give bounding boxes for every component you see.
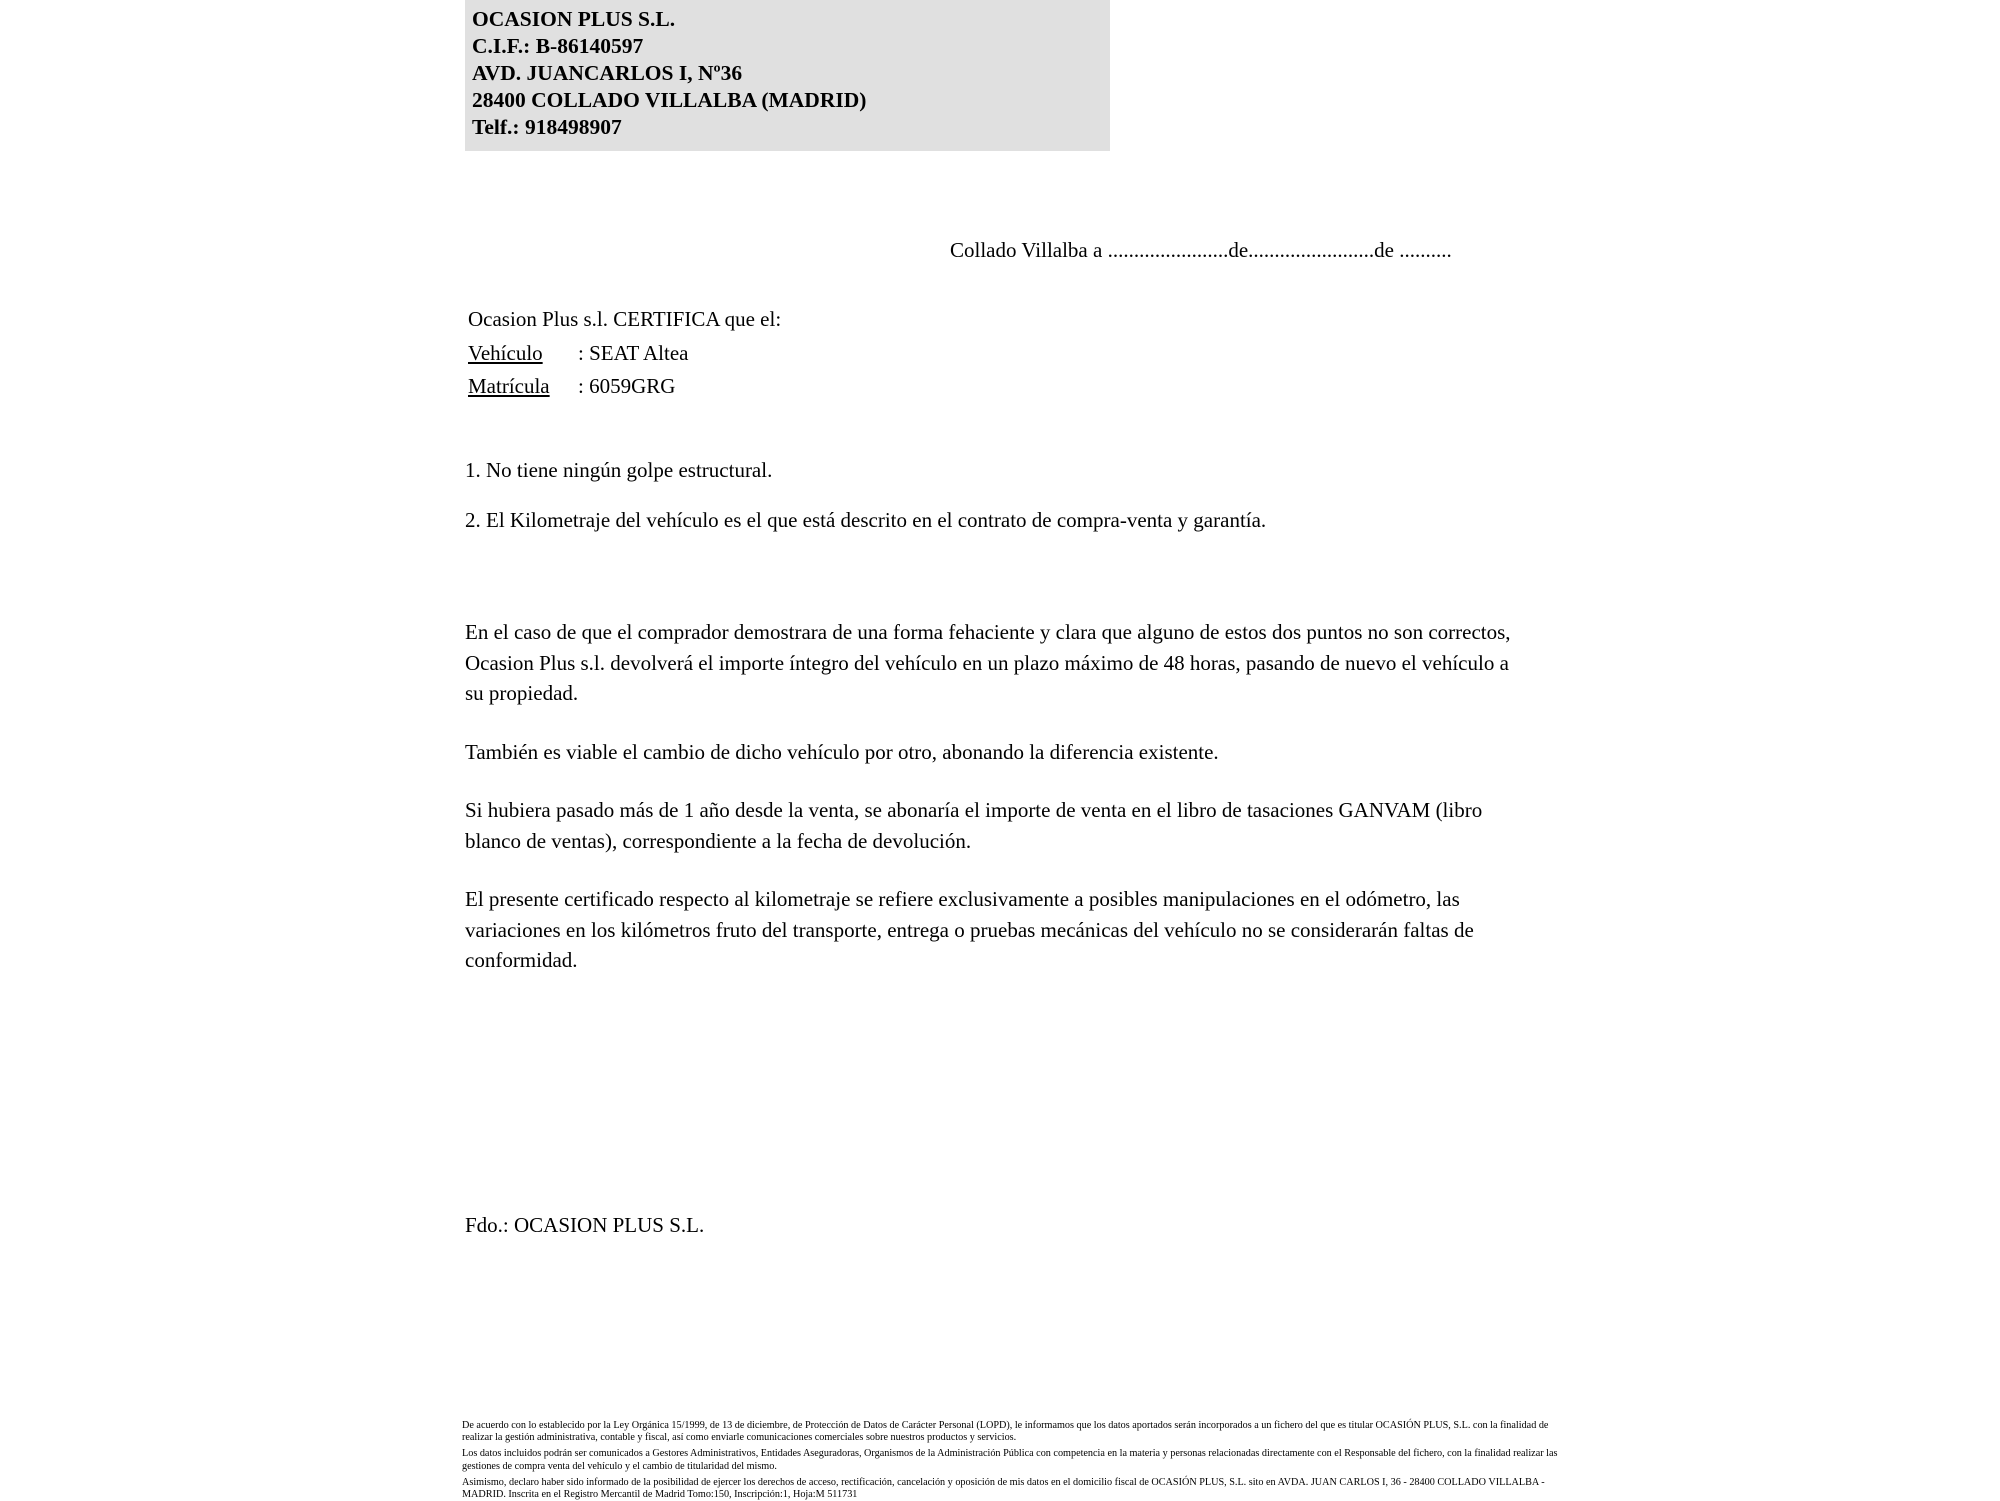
paragraph-exchange-option: También es viable el cambio de dicho vehículo por otro, abonando la diferencia existente. [465,739,1219,764]
company-letterhead [465,0,1110,151]
certified-points-list [465,455,1266,555]
company-name: OCASION PLUS S.L. [472,7,676,31]
legal-paragraph-data-sharing: Los datos incluidos podrán ser comunicados a Gestores Administrativos, Entidades Aseguradoras, Organismos de la Administración Pública con competencia en la materia y personas relacionadas directamente con el Responsable del fichero, con la finalidad realizar las gestiones de compra venta del vehículo y el cambio de titularidad del mismo. [462,1448,1558,1472]
paragraph-odometer-scope: El presente certificado respecto al kilometraje se refiere exclusivamente a posibles manipulaciones en el odómetro, las variaciones en los kilómetros fruto del transporte, entrega o pruebas mecánicas del vehículo no se considerarán faltas de conformidad. [465,887,1474,972]
body-paragraphs [465,617,1525,976]
company-tax-id: C.I.F.: B-86140597 [472,34,644,58]
vehicle-value: SEAT Altea [589,340,689,365]
list-item: 2. El Kilometraje del vehículo es el que está descrito en el contrato de compra-venta y garantía. [465,508,1267,532]
place-and-date-line: Collado Villalba a .......................de........................de .......... [950,238,1452,262]
company-street: AVD. JUANCARLOS I, Nº36 [472,61,743,85]
company-city: 28400 COLLADO VILLALBA (MADRID) [472,88,867,112]
paragraph-refund-terms: En el caso de que el comprador demostrara de una forma fehaciente y clara que alguno de estos dos puntos no son correctos, Ocasion Plus s.l. devolverá el importe íntegro del vehículo en un plazo máximo de 48 horas, pasando de nuevo el vehículo a su propiedad. [465,620,1511,705]
certification-block [468,303,781,404]
plate-separator: : [578,374,590,398]
plate-row [468,370,781,404]
paragraph-after-one-year: Si hubiera pasado más de 1 año desde la venta, se abonaría el importe de venta en el libro de tasaciones GANVAM (libro blanco de ventas), correspondiente a la fecha de devolución. [465,798,1483,853]
certification-intro: Ocasion Plus s.l. CERTIFICA que el: [468,307,782,331]
legal-paragraph-lopd: De acuerdo con lo establecido por la Ley Orgánica 15/1999, de 13 de diciembre, de Protección de Datos de Carácter Personal (LOPD), le informamos que los datos aportados serán incorporados a un fichero del que es titular OCASIÓN PLUS, S.L. con la finalidad de realizar la gestión administrativa, contable y fiscal, así como enviarle comunicaciones comerciales sobre nuestros productos y servicios. [462,1420,1549,1444]
legal-footer [462,1420,1562,1501]
vehicle-label: Vehículo [468,340,543,365]
list-item: 1. No tiene ningún golpe estructural. [465,458,773,482]
vehicle-row [468,337,781,371]
plate-label: Matrícula [468,374,550,398]
company-phone: Telf.: 918498907 [472,115,622,139]
vehicle-separator: : [578,340,590,365]
legal-paragraph-rights: Asimismo, declaro haber sido informado de la posibilidad de ejercer los derechos de acceso, rectificación, cancelación y oposición de mis datos en el domicilio fiscal de OCASIÓN PLUS, S.L. sito en AVDA. JUAN CARLOS I, 36 - 28400 COLLADO VILLALBA - MADRID. Inscrita en el Registro Mercantil de Madrid Tomo:150, Inscripción:1, Hoja:M 511731 [462,1476,1545,1501]
plate-value: 6059GRG [589,374,676,398]
signature-line: Fdo.: OCASION PLUS S.L. [465,1213,705,1237]
